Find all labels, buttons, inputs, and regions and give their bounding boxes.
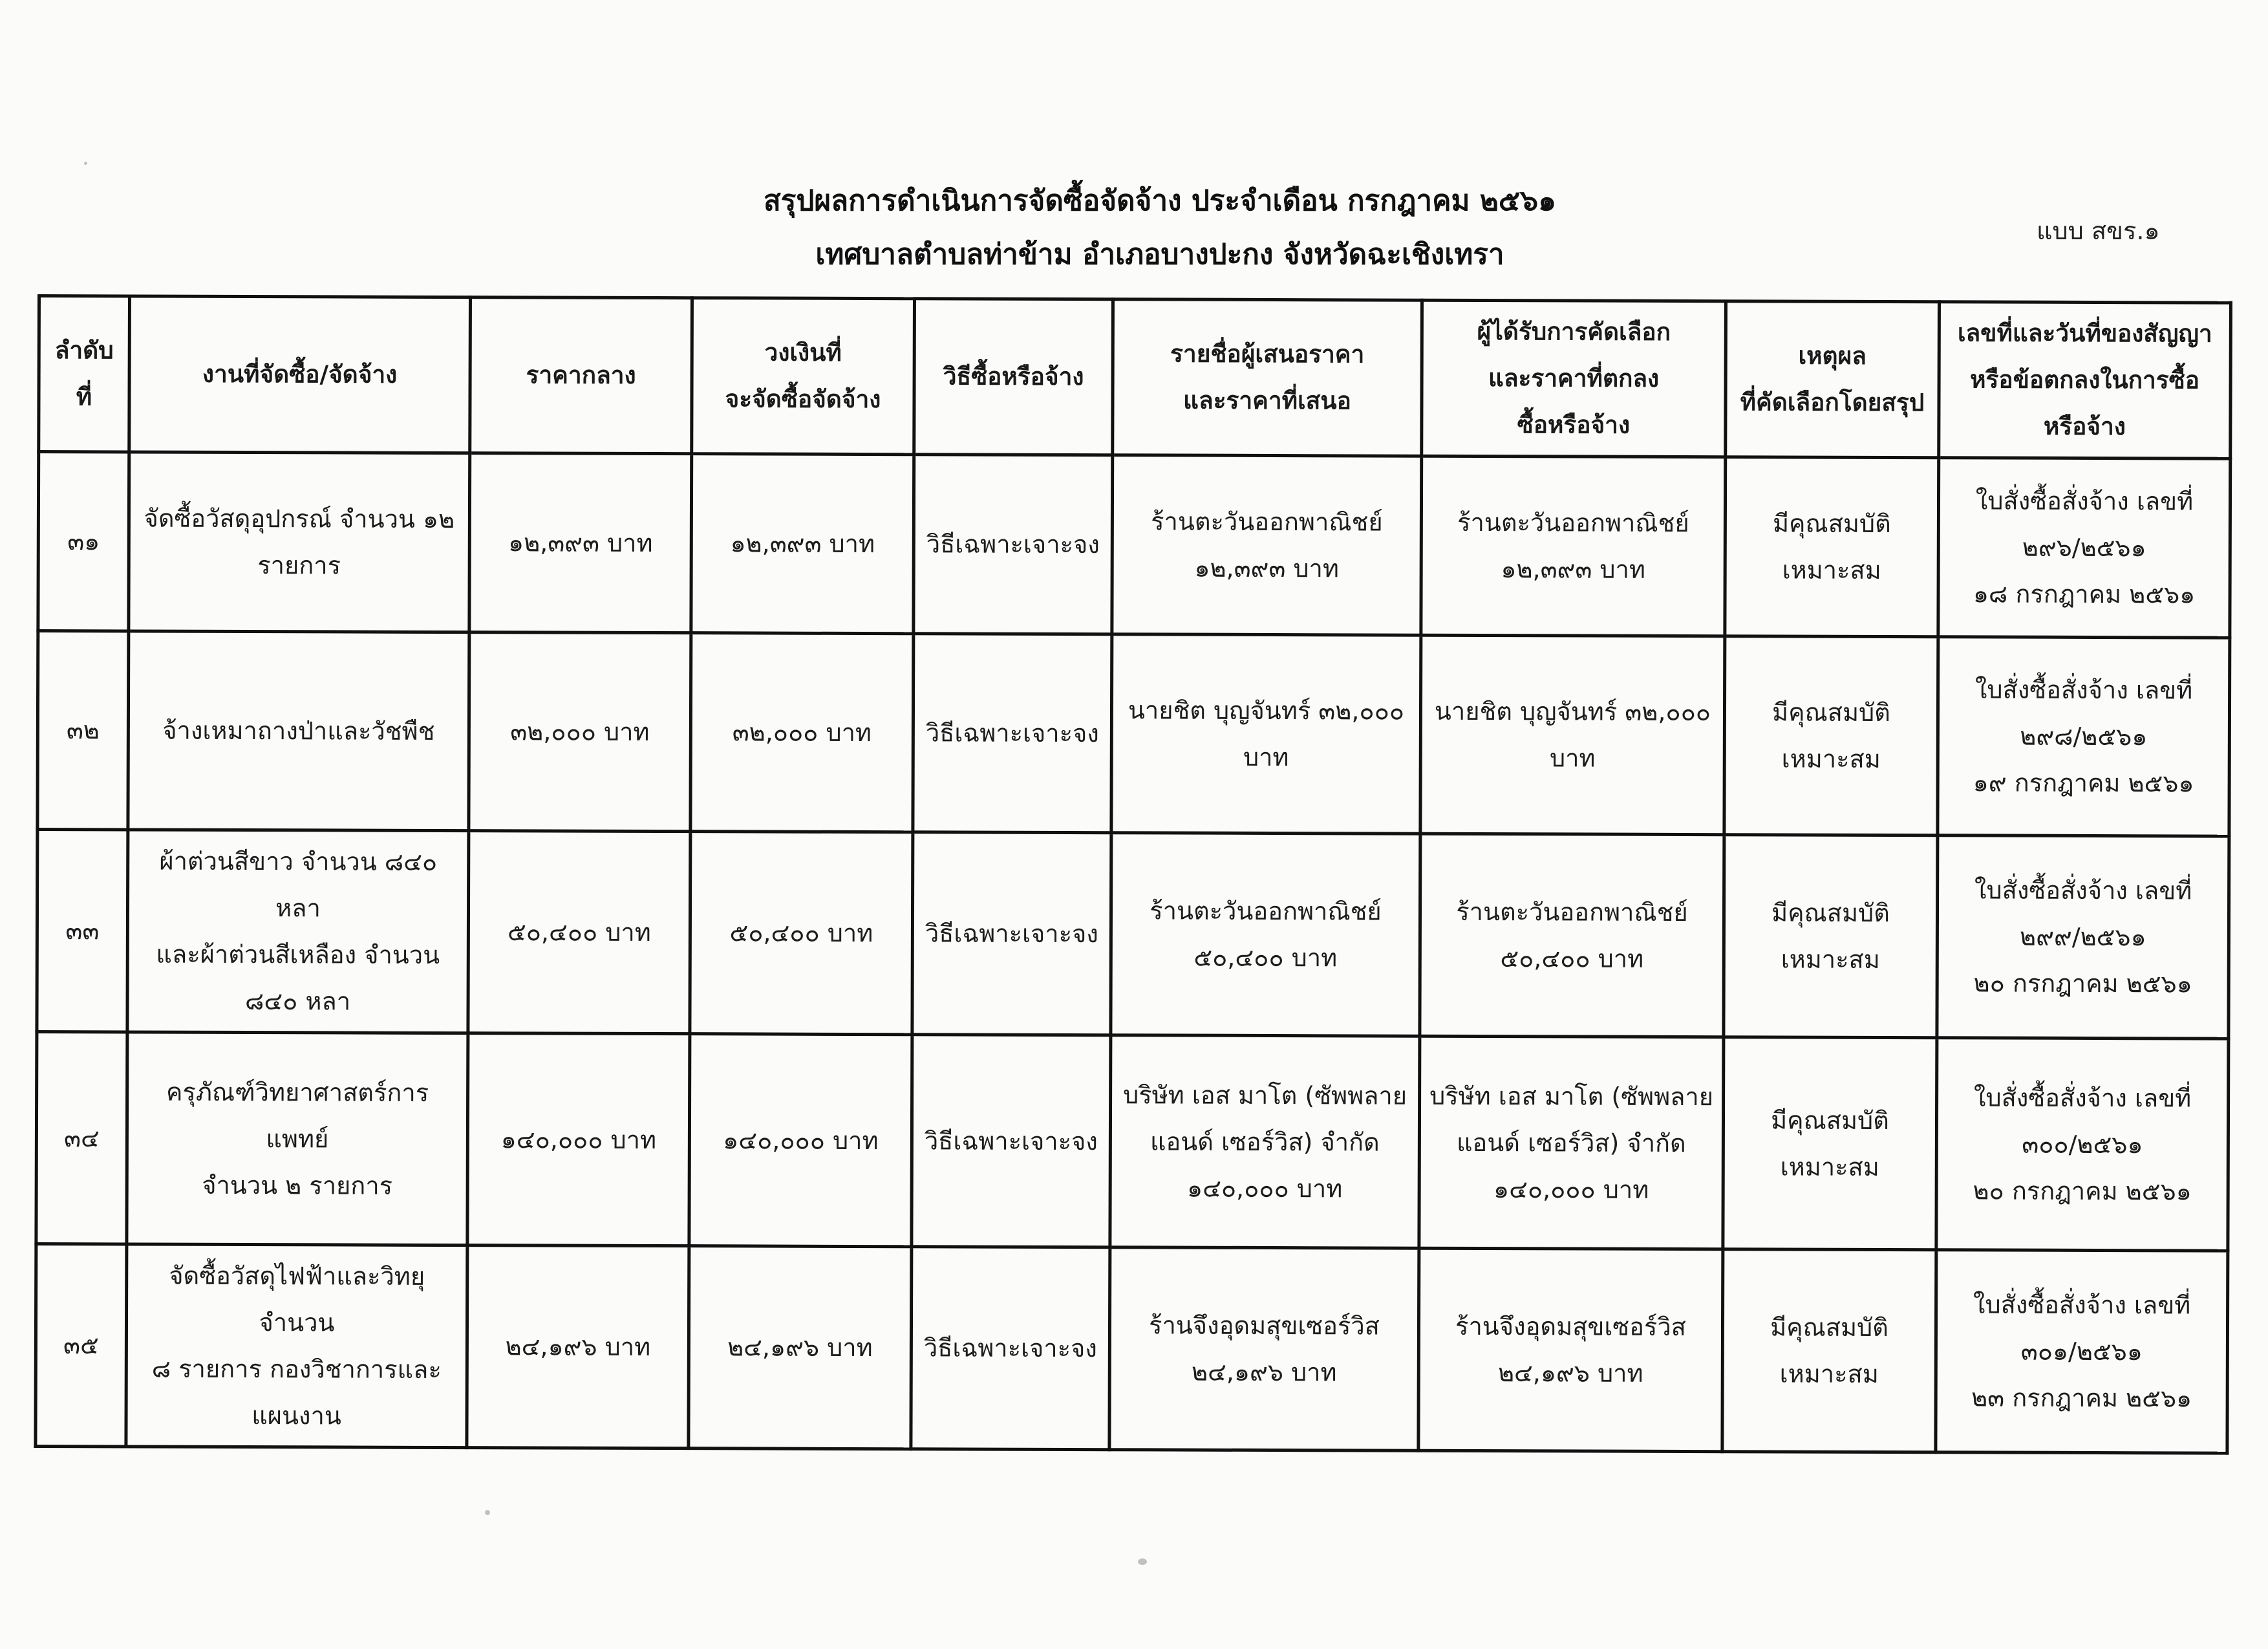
- cell-work: จ้างเหมาถางป่าและวัชพืช: [128, 631, 469, 831]
- scan-speck: [485, 1510, 490, 1515]
- cell-work: ผ้าต่วนสีขาว จำนวน ๘๔๐ หลา และผ้าต่วนสีเหลือง จำนวน ๘๔๐ หลา: [127, 830, 469, 1033]
- cell-contract: ใบสั่งซื้อสั่งจ้าง เลขที่ ๓๐๑/๒๕๖๑ ๒๓ กรกฎาคม ๒๕๖๑: [1936, 1250, 2228, 1453]
- scan-speck: [84, 162, 87, 165]
- table-row: [36, 1244, 2228, 1454]
- cell-budget: ๒๔,๑๙๖ บาท: [689, 1246, 912, 1449]
- table-row: [37, 631, 2230, 837]
- cell-median-price: ๑๔๐,๐๐๐ บาท: [467, 1033, 690, 1246]
- cell-work: ครุภัณฑ์วิทยาศาสตร์การแพทย์ จำนวน ๒ รายการ: [127, 1032, 468, 1245]
- header-method: วิธีซื้อหรือจ้าง: [914, 299, 1113, 455]
- cell-contract: ใบสั่งซื้อสั่งจ้าง เลขที่ ๒๙๙/๒๕๖๑ ๒๐ กรกฎาคม ๒๕๖๑: [1937, 835, 2229, 1039]
- cell-median-price: ๕๐,๔๐๐ บาท: [468, 831, 690, 1034]
- cell-winner: ร้านตะวันออกพาณิชย์ ๑๒,๓๙๓ บาท: [1421, 456, 1726, 636]
- table-row: [38, 452, 2231, 638]
- cell-winner: บริษัท เอส มาโต (ซัพพลาย แอนด์ เซอร์วิส) จำกัด ๑๔๐,๐๐๐ บาท: [1419, 1036, 1724, 1249]
- cell-winner: ร้านตะวันออกพาณิชย์ ๕๐,๔๐๐ บาท: [1420, 834, 1724, 1037]
- cell-method: วิธีเฉพาะเจาะจง: [914, 455, 1113, 634]
- cell-work: จัดซื้อวัสดุอุปกรณ์ จำนวน ๑๒ รายการ: [129, 452, 470, 632]
- cell-seq: ๓๓: [37, 830, 128, 1032]
- header-reason: เหตุผล ที่คัดเลือกโดยสรุป: [1726, 301, 1940, 458]
- cell-method: วิธีเฉพาะเจาะจง: [912, 1035, 1111, 1247]
- cell-winner: ร้านจึงอุดมสุขเซอร์วิส ๒๔,๑๙๖ บาท: [1418, 1248, 1723, 1451]
- cell-seq: ๓๒: [37, 631, 129, 830]
- header-seq: ลำดับที่: [39, 296, 130, 452]
- cell-budget: ๑๒,๓๙๓ บาท: [691, 454, 914, 634]
- cell-reason: มีคุณสมบัติ เหมาะสม: [1723, 1037, 1937, 1250]
- table-row: [37, 830, 2229, 1039]
- cell-bidders: บริษัท เอส มาโต (ซัพพลาย แอนด์ เซอร์วิส) จำกัด ๑๔๐,๐๐๐ บาท: [1110, 1035, 1420, 1249]
- report-subtitle: เทศบาลตำบลท่าข้าม อำเภอบางปะกง จังหวัดฉะเชิงเทรา: [815, 238, 1504, 271]
- table-row: [36, 1032, 2229, 1251]
- header-bidders: รายชื่อผู้เสนอราคา และราคาที่เสนอ: [1113, 299, 1422, 457]
- procurement-table: [34, 294, 2232, 1455]
- cell-reason: มีคุณสมบัติ เหมาะสม: [1725, 457, 1939, 637]
- header-work: งานที่จัดซื้อ/จัดจ้าง: [129, 296, 471, 453]
- cell-reason: มีคุณสมบัติ เหมาะสม: [1722, 1249, 1936, 1452]
- cell-reason: มีคุณสมบัติ เหมาะสม: [1724, 835, 1938, 1038]
- report-title: สรุปผลการดำเนินการจัดซื้อจัดจ้าง ประจำเดือน กรกฎาคม ๒๕๖๑: [763, 184, 1557, 217]
- cell-seq: ๓๔: [36, 1032, 127, 1244]
- cell-method: วิธีเฉพาะเจาะจง: [913, 634, 1112, 833]
- header-winner: ผู้ได้รับการคัดเลือก และราคาที่ตกลง ซื้อหรือจ้าง: [1422, 300, 1726, 457]
- cell-bidders: ร้านจึงอุดมสุขเซอร์วิส ๒๔,๑๙๖ บาท: [1109, 1247, 1419, 1451]
- cell-method: วิธีเฉพาะเจาะจง: [912, 832, 1111, 1035]
- cell-winner: นายชิต บุญจันทร์ ๓๒,๐๐๐ บาท: [1420, 635, 1725, 834]
- cell-seq: ๓๕: [36, 1244, 127, 1447]
- cell-contract: ใบสั่งซื้อสั่งจ้าง เลขที่ ๒๙๖/๒๕๖๑ ๑๘ กรกฎาคม ๒๕๖๑: [1938, 458, 2231, 638]
- form-code: แบบ สขร.๑: [2037, 217, 2160, 245]
- cell-bidders: นายชิต บุญจันทร์ ๓๒,๐๐๐ บาท: [1111, 634, 1421, 834]
- header-median-price: ราคากลาง: [470, 297, 692, 454]
- cell-median-price: ๓๒,๐๐๐ บาท: [469, 632, 691, 832]
- cell-work: จัดซื้อวัสดุไฟฟ้าและวิทยุ จำนวน ๘ รายการ กองวิชาการและ แผนงาน: [126, 1244, 467, 1448]
- cell-bidders: ร้านตะวันออกพาณิชย์ ๕๐,๔๐๐ บาท: [1111, 833, 1420, 1037]
- cell-budget: ๕๐,๔๐๐ บาท: [690, 832, 913, 1035]
- cell-budget: ๑๔๐,๐๐๐ บาท: [689, 1034, 912, 1247]
- cell-seq: ๓๑: [38, 452, 129, 631]
- cell-reason: มีคุณสมบัติ เหมาะสม: [1724, 636, 1938, 835]
- cell-contract: ใบสั่งซื้อสั่งจ้าง เลขที่ ๒๙๘/๒๕๖๑ ๑๙ กรกฎาคม ๒๕๖๑: [1938, 637, 2230, 836]
- cell-budget: ๓๒,๐๐๐ บาท: [690, 633, 914, 832]
- header-contract: เลขที่และวันที่ของสัญญา หรือข้อตกลงในการซื้อ หรือจ้าง: [1939, 302, 2231, 458]
- table-header-row: [39, 296, 2231, 459]
- cell-median-price: ๒๔,๑๙๖ บาท: [467, 1245, 689, 1449]
- cell-bidders: ร้านตะวันออกพาณิชย์ ๑๒,๓๙๓ บาท: [1112, 455, 1422, 636]
- cell-contract: ใบสั่งซื้อสั่งจ้าง เลขที่ ๓๐๐/๒๕๖๑ ๒๐ กรกฎาคม ๒๕๖๑: [1936, 1038, 2229, 1251]
- cell-median-price: ๑๒,๓๙๓ บาท: [469, 453, 692, 633]
- scan-speck: [1138, 1558, 1147, 1565]
- header-budget: วงเงินที่ จะจัดซื้อจัดจ้าง: [692, 298, 915, 455]
- cell-method: วิธีเฉพาะเจาะจง: [911, 1247, 1110, 1450]
